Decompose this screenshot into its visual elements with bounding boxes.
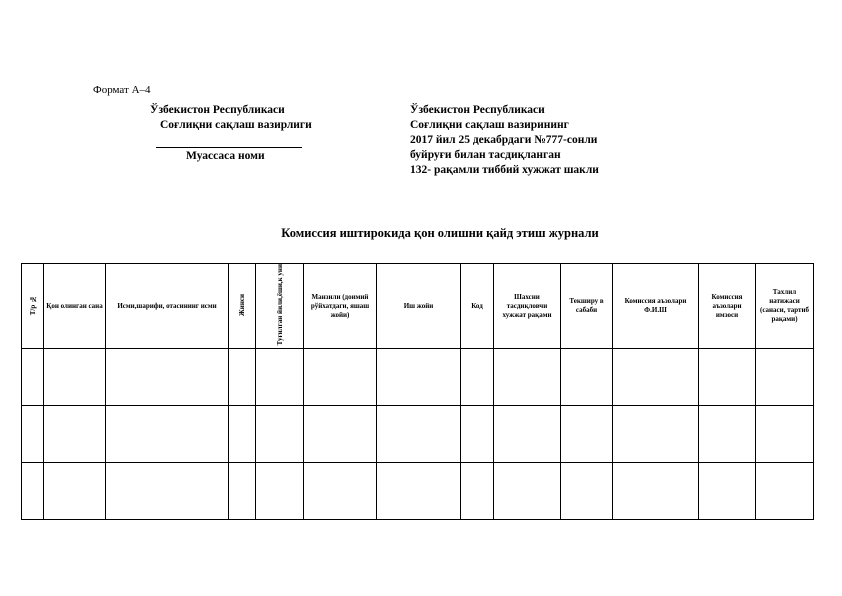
table-cell[interactable] [22,406,44,463]
column-header [22,264,44,349]
approval-line-5: 132- рақамли тиббий хужжат шакли [410,164,599,176]
format-label: Формат А–4 [93,84,151,96]
table-row [22,463,814,520]
table-header-row [22,264,814,349]
column-header-label: Манзили (доимий рўйхатдаги, яшаш жойи) [310,292,370,319]
table-cell[interactable] [613,463,699,520]
table-cell[interactable] [561,406,613,463]
table-cell[interactable] [44,406,106,463]
column-header-label: Шахсни тасдиқловчи хужжат рақами [502,292,552,319]
table-cell[interactable] [494,463,561,520]
column-header [106,264,229,349]
column-header-label: Исми,шарифи, отасининг исми [117,301,217,310]
table-cell[interactable] [256,463,304,520]
column-header [561,264,613,349]
table-cell[interactable] [106,406,229,463]
table-cell[interactable] [22,463,44,520]
table-cell[interactable] [756,349,814,406]
approval-header-right [410,103,599,178]
institution-name-line [156,147,302,148]
table-cell[interactable] [613,406,699,463]
column-header-label: Текширу в сабаби [569,297,604,315]
approval-line-3: 2017 йил 25 декабрдаги №777-сонли [410,134,598,146]
column-header-label: Тахлил натижаси (санаси, тартиб рақами) [760,288,809,324]
ministry-label: Соғлиқни сақлаш вазирлиги [160,119,312,131]
approval-line-4: буйруғи билан тасдиқланган [410,149,561,161]
approval-line-1: Ўзбекистон Республикаси [410,104,545,116]
column-header [494,264,561,349]
column-header [756,264,814,349]
table-cell[interactable] [304,406,377,463]
table-cell[interactable] [699,349,756,406]
table-row [22,406,814,463]
column-header-label: Қон олинган сана [46,301,103,310]
table-cell[interactable] [461,463,494,520]
table-cell[interactable] [22,349,44,406]
column-header [44,264,106,349]
table-row [22,349,814,406]
table-cell[interactable] [377,406,461,463]
column-header-label: Жинси [238,293,246,316]
column-header-label: Иш жойи [403,301,434,310]
table-cell[interactable] [461,349,494,406]
approval-line-2: Соғлиқни сақлаш вазирининг [410,119,569,131]
table-cell[interactable] [699,463,756,520]
journal-title: Комиссия иштирокида қон олишни қайд этиш журнали [281,226,599,240]
table-cell[interactable] [377,349,461,406]
column-header-label: Код [471,301,483,310]
table-cell[interactable] [44,463,106,520]
column-header-label: Т/р № [28,294,37,315]
journal-table [21,263,814,520]
column-header [461,264,494,349]
table-cell[interactable] [304,463,377,520]
table-cell[interactable] [44,349,106,406]
republic-label: Ўзбекистон Республикаси [150,104,285,116]
table-cell[interactable] [494,349,561,406]
table-cell[interactable] [561,349,613,406]
column-header-label: Комиссия аъзолари Ф.И.Ш [624,297,687,315]
table-cell[interactable] [561,463,613,520]
column-header [304,264,377,349]
table-cell[interactable] [699,406,756,463]
table-cell[interactable] [229,349,256,406]
table-cell[interactable] [106,349,229,406]
table-cell[interactable] [756,406,814,463]
table-cell[interactable] [494,406,561,463]
table-cell[interactable] [256,349,304,406]
table-cell[interactable] [304,349,377,406]
column-header [256,264,304,349]
column-header [613,264,699,349]
table-cell[interactable] [377,463,461,520]
table-cell[interactable] [229,406,256,463]
column-header [699,264,756,349]
column-header [229,264,256,349]
table-cell[interactable] [613,349,699,406]
table-cell[interactable] [756,463,814,520]
column-header [377,264,461,349]
ministry-header-left [150,103,312,164]
institution-name-label: Муассаса номи [186,150,265,162]
column-header-label: Туғилган йили,ёши,к уни [275,264,284,346]
table-cell[interactable] [229,463,256,520]
table-cell[interactable] [256,406,304,463]
column-header-label: Комиссия аъзолари имзоси [711,292,743,319]
table-cell[interactable] [461,406,494,463]
table-cell[interactable] [106,463,229,520]
